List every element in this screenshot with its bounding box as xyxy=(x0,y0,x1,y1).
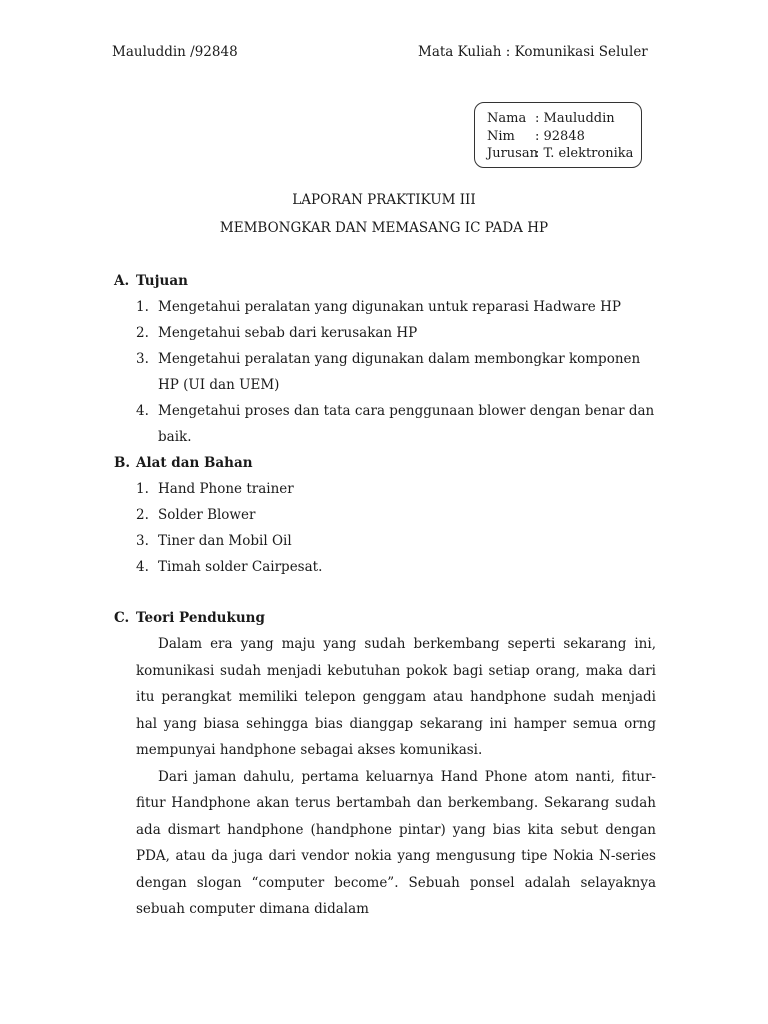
teori-body xyxy=(136,631,656,923)
item-number: 4. xyxy=(136,559,149,575)
info-row-jurusan xyxy=(487,145,641,163)
list-item xyxy=(136,554,658,580)
item-number: 3. xyxy=(136,533,149,549)
item-number: 4. xyxy=(136,403,149,419)
info-key: Nim xyxy=(487,128,515,144)
section-title: Tujuan xyxy=(136,273,188,289)
info-row-nim xyxy=(487,128,641,146)
item-text: Tiner dan Mobil Oil xyxy=(158,533,292,549)
item-text: Timah solder Cairpesat. xyxy=(158,559,323,575)
item-number: 1. xyxy=(136,481,149,497)
item-number: 2. xyxy=(136,325,149,341)
paragraph: Dari jaman dahulu, pertama keluarnya Hand Phone atom nanti, fitur-fitur Handphone akan terus bertambah dan berkembang. Sekarang sudah ada dismart handphone (handphone pintar) yang bias kita sebut dengan PDA, atau da juga dari vendor nokia yang mengusung tipe Nokia N-series dengan slogan “computer become”. Sebuah ponsel adalah selayaknya sebuah computer dimana didalam xyxy=(136,768,656,917)
section-letter: B. xyxy=(114,455,131,471)
alat-bahan-list xyxy=(136,476,658,580)
info-key: Jurusan xyxy=(487,146,538,161)
report-subtitle: MEMBONGKAR DAN MEMASANG IC PADA HP xyxy=(219,220,549,236)
section-letter: A. xyxy=(114,273,130,289)
header-right: Mata Kuliah : Komunikasi Seluler xyxy=(418,44,648,60)
item-text: Hand Phone trainer xyxy=(158,481,294,497)
info-value: : 92848 xyxy=(535,128,585,144)
item-text: Mengetahui peralatan yang digunakan dalam membongkar komponen HP (UI dan UEM) xyxy=(158,351,641,393)
item-text: Solder Blower xyxy=(158,507,256,523)
item-text: Mengetahui sebab dari kerusakan HP xyxy=(158,325,418,341)
section-title: Alat dan Bahan xyxy=(136,455,253,471)
list-item xyxy=(136,346,658,398)
item-text: Mengetahui peralatan yang digunakan untuk reparasi Hadware HP xyxy=(158,299,621,315)
list-item xyxy=(136,528,658,554)
info-value: : T. elektronika xyxy=(535,146,634,161)
list-item xyxy=(136,294,658,320)
list-item xyxy=(136,476,658,502)
info-row-name xyxy=(487,110,641,128)
item-number: 3. xyxy=(136,351,149,367)
info-key: Nama xyxy=(487,111,527,126)
tujuan-list xyxy=(136,294,658,450)
paragraph: Dalam era yang maju yang sudah berkembang seperti sekarang ini, komunikasi sudah menjadi kebutuhan pokok bagi setiap orang, maka dari itu perangkat memiliki telepon genggam atau handphone sudah menjadi hal yang biasa sehingga bias dianggap sekarang ini hamper semua orng mempunyai handphone sebagai akses komunikasi. xyxy=(136,636,656,758)
section-letter: C. xyxy=(114,610,130,626)
header-left: Mauluddin /92848 xyxy=(112,44,238,60)
report-title: LAPORAN PRAKTIKUM III xyxy=(292,192,476,208)
section-heading-teori xyxy=(114,610,265,626)
item-number: 1. xyxy=(136,299,149,315)
section-heading-tujuan xyxy=(114,273,188,289)
list-item xyxy=(136,398,658,450)
item-number: 2. xyxy=(136,507,149,523)
item-text: Mengetahui proses dan tata cara penggunaan blower dengan benar dan baik. xyxy=(158,403,655,445)
list-item xyxy=(136,320,658,346)
list-item xyxy=(136,502,658,528)
section-heading-alat-bahan xyxy=(114,455,253,471)
info-value: : Mauluddin xyxy=(535,111,615,126)
section-title: Teori Pendukung xyxy=(136,610,265,626)
student-info-box xyxy=(474,102,642,168)
